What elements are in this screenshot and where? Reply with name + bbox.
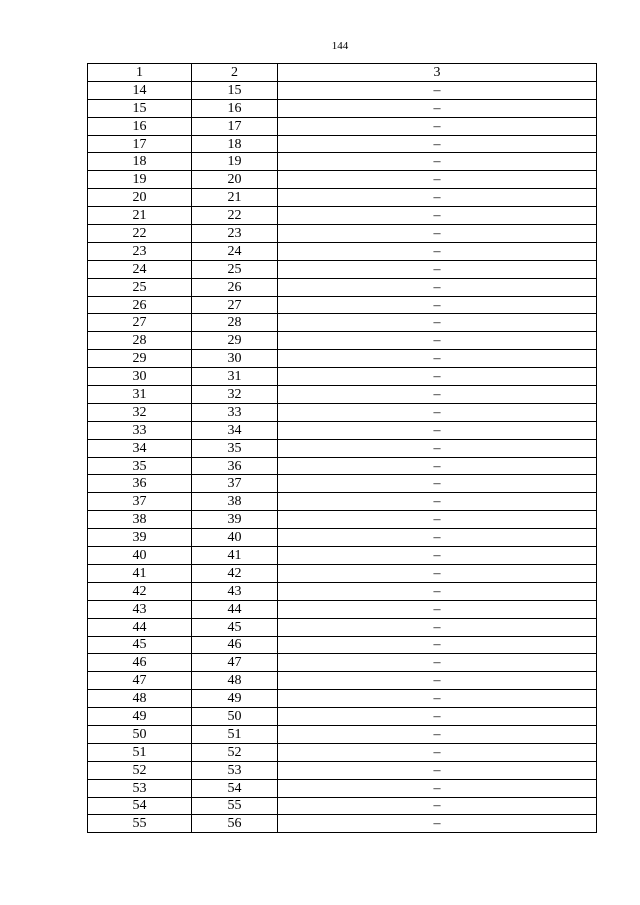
table-row — [88, 815, 597, 833]
table-row — [88, 439, 597, 457]
table-row — [88, 761, 597, 779]
table-cell: – — [278, 475, 597, 493]
table-row — [88, 797, 597, 815]
table-cell: – — [278, 708, 597, 726]
column-header: 1 — [88, 64, 192, 82]
table-row — [88, 743, 597, 761]
table-row — [88, 403, 597, 421]
table-cell: 26 — [192, 278, 278, 296]
table-cell: 16 — [192, 99, 278, 117]
table-cell: – — [278, 260, 597, 278]
table-cell: 33 — [88, 421, 192, 439]
table-cell: – — [278, 81, 597, 99]
table-cell: 49 — [88, 708, 192, 726]
table-cell: 51 — [192, 725, 278, 743]
table-row — [88, 135, 597, 153]
table-row — [88, 475, 597, 493]
table-cell: – — [278, 618, 597, 636]
table-row — [88, 654, 597, 672]
table-cell: 24 — [88, 260, 192, 278]
table-cell: – — [278, 582, 597, 600]
table-cell: 46 — [192, 636, 278, 654]
table-cell: 23 — [192, 225, 278, 243]
table-cell: – — [278, 314, 597, 332]
table-row — [88, 600, 597, 618]
data-table — [87, 63, 597, 833]
table-cell: – — [278, 779, 597, 797]
table-cell: 22 — [88, 225, 192, 243]
table-cell: 52 — [88, 761, 192, 779]
table-header-row — [88, 64, 597, 82]
table-cell: – — [278, 99, 597, 117]
table-cell: 28 — [192, 314, 278, 332]
table-row — [88, 457, 597, 475]
table-cell: 18 — [192, 135, 278, 153]
table-cell: – — [278, 564, 597, 582]
table-cell: 36 — [192, 457, 278, 475]
table-cell: – — [278, 654, 597, 672]
table-cell: 48 — [192, 672, 278, 690]
table-cell: 17 — [88, 135, 192, 153]
table-row — [88, 225, 597, 243]
table-cell: 50 — [88, 725, 192, 743]
table-cell: 38 — [192, 493, 278, 511]
table-row — [88, 153, 597, 171]
table-cell: 15 — [192, 81, 278, 99]
table-row — [88, 690, 597, 708]
table-cell: 43 — [88, 600, 192, 618]
table-cell: – — [278, 725, 597, 743]
table-row — [88, 368, 597, 386]
table-cell: 19 — [88, 171, 192, 189]
table-row — [88, 314, 597, 332]
table-row — [88, 636, 597, 654]
table-cell: 41 — [192, 547, 278, 565]
table-row — [88, 81, 597, 99]
table-row — [88, 672, 597, 690]
table-cell: 28 — [88, 332, 192, 350]
table-cell: 27 — [88, 314, 192, 332]
table-cell: 53 — [88, 779, 192, 797]
table-cell: 37 — [88, 493, 192, 511]
table-cell: – — [278, 350, 597, 368]
table-cell: 31 — [88, 386, 192, 404]
table-cell: 25 — [192, 260, 278, 278]
table-cell: – — [278, 511, 597, 529]
table-cell: – — [278, 493, 597, 511]
table-cell: 35 — [88, 457, 192, 475]
table-cell: 50 — [192, 708, 278, 726]
table-cell: 20 — [88, 189, 192, 207]
table-cell: – — [278, 743, 597, 761]
table-cell: – — [278, 797, 597, 815]
table-cell: – — [278, 457, 597, 475]
table-cell: 27 — [192, 296, 278, 314]
table-cell: 21 — [88, 207, 192, 225]
table-cell: 53 — [192, 761, 278, 779]
table-cell: 32 — [88, 403, 192, 421]
table-cell: 55 — [88, 815, 192, 833]
table-row — [88, 564, 597, 582]
table-cell: 23 — [88, 242, 192, 260]
table-cell: 33 — [192, 403, 278, 421]
table-row — [88, 582, 597, 600]
table-cell: – — [278, 225, 597, 243]
table-cell: 34 — [192, 421, 278, 439]
table-cell: – — [278, 636, 597, 654]
table-cell: 17 — [192, 117, 278, 135]
table-cell: 47 — [88, 672, 192, 690]
table-row — [88, 296, 597, 314]
table-row — [88, 511, 597, 529]
table-cell: 54 — [88, 797, 192, 815]
table-cell: – — [278, 421, 597, 439]
table-cell: 29 — [88, 350, 192, 368]
table-cell: – — [278, 332, 597, 350]
table-cell: 32 — [192, 386, 278, 404]
table-cell: 25 — [88, 278, 192, 296]
table-cell: 20 — [192, 171, 278, 189]
table-cell: – — [278, 690, 597, 708]
table-cell: – — [278, 117, 597, 135]
table-row — [88, 421, 597, 439]
table-cell: 40 — [88, 547, 192, 565]
table-row — [88, 529, 597, 547]
table-cell: – — [278, 761, 597, 779]
table-cell: – — [278, 547, 597, 565]
table-row — [88, 386, 597, 404]
table-cell: 46 — [88, 654, 192, 672]
table-cell: 55 — [192, 797, 278, 815]
table-row — [88, 493, 597, 511]
table-cell: – — [278, 672, 597, 690]
table-cell: 34 — [88, 439, 192, 457]
table-row — [88, 207, 597, 225]
table-row — [88, 242, 597, 260]
table-cell: 31 — [192, 368, 278, 386]
table-cell: 22 — [192, 207, 278, 225]
table-cell: 44 — [88, 618, 192, 636]
table-cell: 40 — [192, 529, 278, 547]
table-cell: 35 — [192, 439, 278, 457]
table-row — [88, 708, 597, 726]
table-cell: 14 — [88, 81, 192, 99]
table-cell: – — [278, 403, 597, 421]
page-number: 144 — [331, 40, 349, 52]
table-cell: – — [278, 368, 597, 386]
table-row — [88, 779, 597, 797]
table-cell: 54 — [192, 779, 278, 797]
table-cell: 38 — [88, 511, 192, 529]
table-row — [88, 117, 597, 135]
table-cell: 15 — [88, 99, 192, 117]
table-cell: 56 — [192, 815, 278, 833]
table-cell: 18 — [88, 153, 192, 171]
table-cell: – — [278, 135, 597, 153]
table-cell: 52 — [192, 743, 278, 761]
table-cell: – — [278, 242, 597, 260]
column-header: 2 — [192, 64, 278, 82]
table-cell: 39 — [88, 529, 192, 547]
table-cell: 49 — [192, 690, 278, 708]
table-row — [88, 618, 597, 636]
table-row — [88, 99, 597, 117]
table-cell: 36 — [88, 475, 192, 493]
table-cell: 41 — [88, 564, 192, 582]
table-cell: – — [278, 207, 597, 225]
table-cell: – — [278, 296, 597, 314]
table-row — [88, 189, 597, 207]
table-cell: 51 — [88, 743, 192, 761]
table-cell: 19 — [192, 153, 278, 171]
table-row — [88, 547, 597, 565]
table-cell: 16 — [88, 117, 192, 135]
table-cell: – — [278, 386, 597, 404]
table-cell: 42 — [88, 582, 192, 600]
table-cell: 45 — [192, 618, 278, 636]
table-cell: 39 — [192, 511, 278, 529]
table-cell: 45 — [88, 636, 192, 654]
table-cell: – — [278, 278, 597, 296]
table-cell: – — [278, 600, 597, 618]
table-row — [88, 278, 597, 296]
table-cell: – — [278, 815, 597, 833]
table-row — [88, 171, 597, 189]
table-row — [88, 350, 597, 368]
table-cell: 37 — [192, 475, 278, 493]
table-cell: – — [278, 529, 597, 547]
table-cell: 24 — [192, 242, 278, 260]
table-cell: – — [278, 171, 597, 189]
table-cell: 30 — [192, 350, 278, 368]
table-cell: – — [278, 439, 597, 457]
table-cell: – — [278, 153, 597, 171]
table-cell: 26 — [88, 296, 192, 314]
table-row — [88, 260, 597, 278]
table-cell: 42 — [192, 564, 278, 582]
table-cell: 21 — [192, 189, 278, 207]
table-row — [88, 725, 597, 743]
table-cell: 29 — [192, 332, 278, 350]
table-cell: 44 — [192, 600, 278, 618]
table-cell: 47 — [192, 654, 278, 672]
table-cell: 48 — [88, 690, 192, 708]
table-cell: 30 — [88, 368, 192, 386]
column-header: 3 — [278, 64, 597, 82]
table-row — [88, 332, 597, 350]
table-cell: – — [278, 189, 597, 207]
table-cell: 43 — [192, 582, 278, 600]
